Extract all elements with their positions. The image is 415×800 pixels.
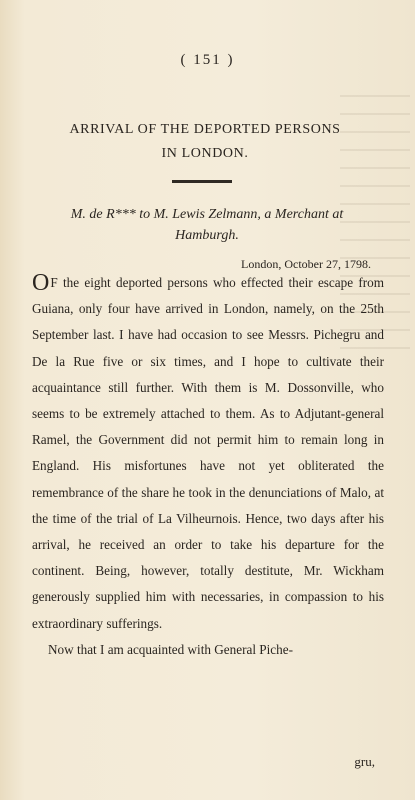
paragraph-1 (32, 270, 384, 637)
paragraph-1-text: F the eight deported persons who effected their escape from Guiana, only four have arrived in London, namely, on the 25th September last. I have had occasion to see Messrs. Pichegru and De la Rue five or six times, and I hope to cultivate their acquaintance still further. With them is M. Dossonville, who seems to be extremely attached to them. As to Adjutant-general Ramel, the Government did not permit him to remain long in England. His misfortunes have not yet obliterated the remembrance of the share he took in the denunciations of Malo, at the time of the trial of La Vilheurnois. Hence, two days after his arrival, he received an order to take his departure for the continent. Being, however, totally destitute, Mr. Wickham generously supplied him with necessaries, in compassion to his extraordinary sufferings. (32, 275, 384, 631)
paragraph-2: Now that I am acquainted with General Piche- (48, 641, 293, 657)
letter-heading-line-2: Hamburgh. (175, 228, 239, 243)
title-rule (172, 180, 232, 183)
chapter-title-line-2: IN LONDON. (161, 146, 249, 161)
chapter-title-line-1: ARRIVAL OF THE DEPORTED PERSONS (69, 122, 341, 137)
catchword: gru, (354, 754, 375, 769)
letter-body (32, 270, 384, 663)
dateline: London, October 27, 1798. (241, 257, 371, 271)
letter-heading-line-1: M. de R*** to M. Lewis Zelmann, a Merchant at (70, 207, 344, 222)
page-number: ( 151 ) (180, 52, 235, 68)
chapter-title (30, 118, 380, 166)
letter-heading (30, 204, 384, 246)
drop-cap: O (32, 270, 50, 296)
